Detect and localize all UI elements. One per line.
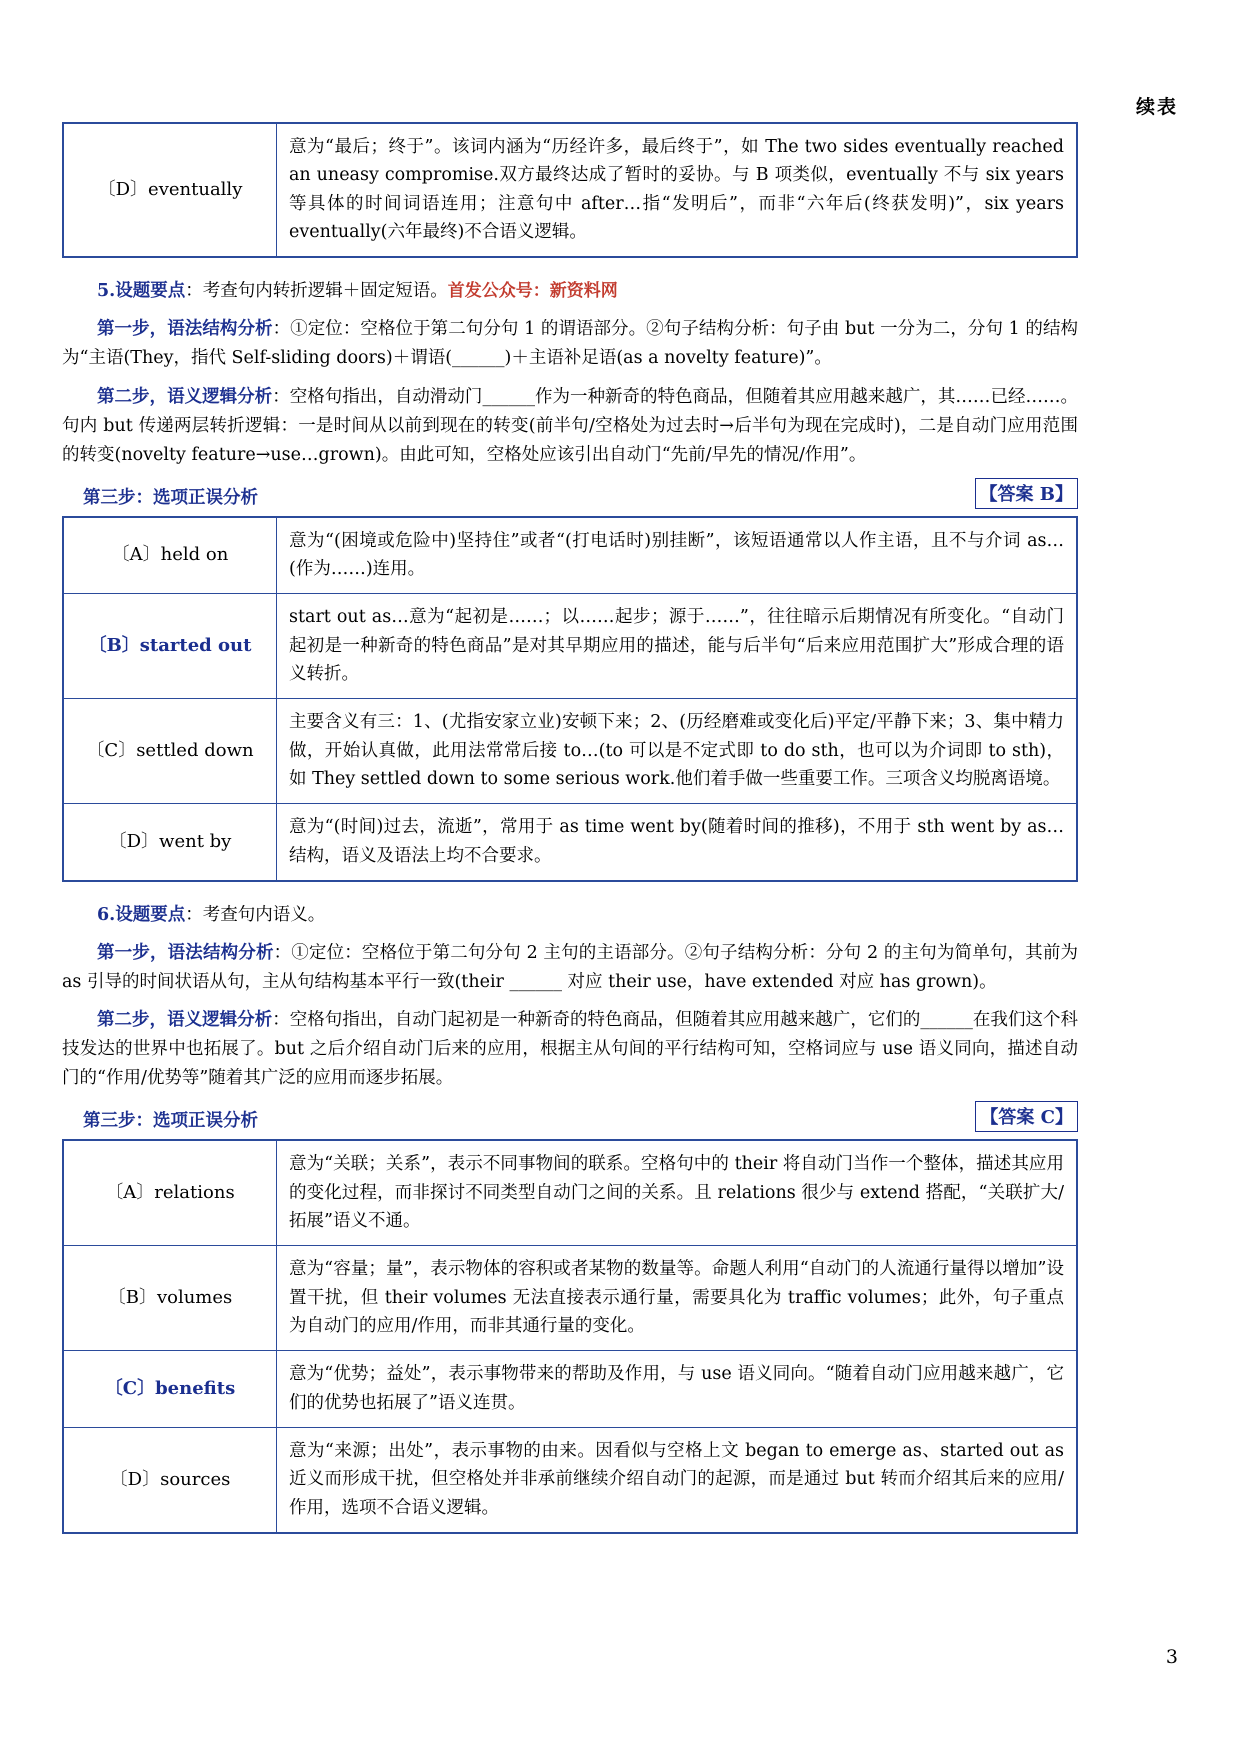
spacer (62, 882, 1078, 892)
option-label: 〔A〕held on (63, 517, 277, 594)
q5-point-label: 设题要点 (115, 281, 186, 302)
q5-step3 (62, 484, 258, 509)
table-row (63, 1140, 1077, 1246)
q6-heading (62, 901, 1078, 930)
q5-point-text: ：考查句内转折逻辑＋固定短语。 (185, 281, 448, 302)
table-row (63, 123, 1077, 257)
table-row (63, 804, 1077, 881)
q5-step1 (62, 315, 1078, 373)
option-description: 意为“关联；关系”，表示不同事物间的联系。空格句中的 their 将自动门当作一个整体，描述其应用的变化过程，而非探讨不同类型自动门之间的关系。且 relations 很少与 extend 搭配，“关联扩大/拓展”语义不通。 (277, 1140, 1078, 1246)
watermark-text: 首发公众号：新资料网 (447, 281, 618, 302)
q5-heading (62, 277, 1078, 306)
q6-point-label: 设题要点 (115, 905, 186, 926)
q5-step1-text: ：①定位：空格位于第二句分句 1 的谓语部分。②句子结构分析：句子由 but 一分为二，分句 1 的结构为“主语(They，指代 Self-sliding doors)＋谓语(______)＋主语补足语(as a novelty feature)”。 (62, 319, 1079, 369)
q6-answer-badge: 【答案 C】 (975, 1101, 1078, 1132)
q5-step3-text: ：选项正误分析 (135, 487, 258, 508)
spacer (62, 258, 1078, 268)
option-label-correct: 〔C〕benefits (63, 1351, 277, 1428)
q6-point-text: ：考查句内语义。 (185, 905, 326, 926)
page-content (62, 122, 1078, 1534)
table-row (63, 1428, 1077, 1534)
option-label: 〔D〕went by (63, 804, 277, 881)
option-description: 意为“最后；终于”。该词内涵为“历经许多，最后终于”，如 The two sides eventually reached an uneasy compromise.双方最终达成了暂时的妥协。与 B 项类似，eventually 不与 six years 等具体的时间词语连用；注意句中 after…指“发明后”，而非“六年后(终获发明)”，six years eventually(六年最终)不合语义逻辑。 (277, 123, 1078, 257)
option-label-correct: 〔B〕started out (63, 594, 277, 699)
option-label: 〔D〕eventually (63, 123, 277, 257)
q5-options-table (62, 516, 1078, 882)
q5-number: 5. (97, 281, 116, 302)
q6-step2-text: ：空格句指出，自动门起初是一种新奇的特色商品，但随着其应用越来越广，它们的______在我们这个科技发达的世界中也拓展了。but 之后介绍自动门后来的应用，根据主从句间的平行结构可知，空格词应与 use 语义同向，描述自动门的“作用/优势等”随着其广泛的应用而逐步拓展。 (62, 1010, 1079, 1089)
q5-answer-badge: 【答案 B】 (975, 478, 1078, 509)
table-row (63, 517, 1077, 594)
option-label: 〔B〕volumes (63, 1246, 277, 1351)
q6-step2 (62, 1006, 1078, 1093)
q6-step3-text: ：选项正误分析 (135, 1111, 258, 1132)
table-row (63, 1246, 1077, 1351)
q6-number: 6. (97, 905, 116, 926)
q5-step3-label: 第三步 (83, 487, 136, 508)
option-description: 意为“(困境或危险中)坚持住”或者“(打电话时)别挂断”，该短语通常以人作主语，且不与介词 as…(作为……)连用。 (277, 517, 1078, 594)
q5-step3-row (62, 478, 1078, 509)
option-description: 意为“来源；出处”，表示事物的由来。因看似与空格上文 began to emerge as、started out as 近义而形成干扰，但空格处并非承前继续介绍自动门的起源，而是通过 but 转而介绍其后来的应用/作用，选项不合语义逻辑。 (277, 1428, 1078, 1534)
page-number: 3 (1165, 1646, 1178, 1668)
q6-step1-text: ：①定位：空格位于第二句分句 2 主句的主语部分。②句子结构分析：分句 2 的主句为简单句，其前为 as 引导的时间状语从句，主从句结构基本平行一致(their ______ 对应 their use，have extended 对应 has grown)。 (62, 943, 1078, 993)
option-description: start out as…意为“起初是……；以……起步；源于……”，往往暗示后期情况有所变化。“自动门起初是一种新奇的特色商品”是对其早期应用的描述，能与后半句“后来应用范围扩大”形成合理的语义转折。 (277, 594, 1078, 699)
option-description: 意为“优势；益处”，表示事物带来的帮助及作用，与 use 语义同向。“随着自动门应用越来越广，它们的优势也拓展了”语义连贯。 (277, 1351, 1078, 1428)
q6-step1 (62, 939, 1078, 997)
table-row (63, 1351, 1077, 1428)
q6-options-table (62, 1139, 1078, 1534)
q5-step2-label: 第二步，语义逻辑分析 (97, 386, 273, 407)
q5-step2-text: ：空格句指出，自动滑动门______作为一种新奇的特色商品，但随着其应用越来越广，其……已经……。句内 but 传递两层转折逻辑：一是时间从以前到现在的转变(前半句/空格处为过去时→后半句为现在完成时)，二是自动门应用范围的转变(novelty feature→use…grown)。由此可知，空格处应该引出自动门“先前/早先的情况/作用”。 (62, 386, 1079, 465)
q6-step1-label: 第一步，语法结构分析 (97, 943, 274, 964)
option-description: 意为“容量；量”，表示物体的容积或者某物的数量等。命题人利用“自动门的人流通行量得以增加”设置干扰，但 their volumes 无法直接表示通行量，需要具化为 traffic volumes；此外，句子重点为自动门的应用/作用，而非其通行量的变化。 (277, 1246, 1078, 1351)
option-label: 〔D〕sources (63, 1428, 277, 1534)
q5-step2 (62, 383, 1078, 470)
table-row (63, 699, 1077, 804)
option-description: 意为“(时间)过去，流逝”，常用于 as time went by(随着时间的推移)，不用于 sth went by as…结构，语义及语法上均不合要求。 (277, 804, 1078, 881)
q6-step2-label: 第二步，语义逻辑分析 (97, 1010, 273, 1031)
q6-step3-label: 第三步 (83, 1111, 136, 1132)
table-row (63, 594, 1077, 699)
option-label: 〔A〕relations (63, 1140, 277, 1246)
option-description: 主要含义有三：1、(尤指安家立业)安顿下来；2、(历经磨难或变化后)平定/平静下来；3、集中精力做，开始认真做，此用法常常后接 to…(to 可以是不定式即 to do sth，也可以为介词即 to sth)，如 They settled down to some serious work.他们着手做一些重要工作。三项含义均脱离语境。 (277, 699, 1078, 804)
option-label: 〔C〕settled down (63, 699, 277, 804)
continued-table-label: 续表 (1135, 96, 1178, 118)
q6-step3 (62, 1107, 258, 1132)
q6-step3-row (62, 1101, 1078, 1132)
q5-step1-label: 第一步，语法结构分析 (97, 319, 273, 340)
options-table-continued (62, 122, 1078, 258)
